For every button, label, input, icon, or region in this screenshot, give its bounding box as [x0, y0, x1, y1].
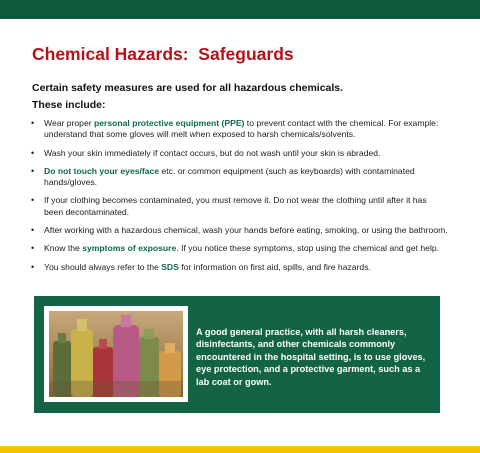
item-text: Know the: [44, 243, 83, 254]
intro-line-2: These include:: [32, 99, 106, 111]
item-highlight: SDS: [161, 261, 179, 272]
item-text: for information on first aid, spills, and fire hazards.: [178, 261, 371, 272]
bullet-icon: •: [31, 225, 35, 236]
safeguard-list: [28, 118, 448, 280]
bullet-icon: •: [31, 195, 35, 206]
footer-bar: [0, 446, 480, 453]
bullet-icon: •: [31, 261, 35, 272]
page-title: Chemical Hazards: Safeguards: [32, 44, 294, 64]
bullet-icon: •: [31, 243, 35, 254]
bullet-icon: •: [31, 118, 35, 128]
list-item: [28, 195, 448, 218]
bullet-icon: •: [31, 147, 35, 158]
list-item: [28, 166, 448, 189]
item-highlight: Do not touch your eyes/face: [44, 165, 160, 176]
item-text: If your clothing becomes contaminated, you must remove it. Do not wear the clothing until after it has been decontaminated.: [44, 195, 427, 217]
item-highlight: symptoms of exposure: [82, 243, 177, 254]
item-text: Wear proper: [44, 118, 94, 128]
cleaning-products-photo: [49, 311, 183, 397]
header-bar: [0, 0, 480, 19]
item-text: etc. or common equipment (such as keyboards) with contaminated hands/gloves.: [44, 165, 415, 188]
callout-box: [34, 296, 440, 413]
callout-text: A good general practice, with all harsh cleaners, disinfectants, and other chemicals commonly encountered in the hospital setting, is to use gloves, eye protection, and a protective garment, such as a lab coat or gown.: [196, 327, 426, 387]
list-item: [28, 243, 448, 254]
bullet-icon: •: [31, 165, 35, 176]
item-highlight: personal protective equipment (PPE): [94, 118, 245, 128]
intro-line-1: Certain safety measures are used for all hazardous chemicals.: [32, 82, 344, 94]
item-text: After working with a hazardous chemical, wash your hands before eating, smoking, or using the bathroom.: [44, 225, 448, 236]
item-text: Wash your skin immediately if contact occurs, but do not wash until your skin is abraded.: [44, 147, 381, 158]
list-item: [28, 262, 448, 273]
item-text: to prevent contact with the chemical. For example: understand that some gloves will melt when exposed to harsh chemicals/solvents.: [44, 118, 439, 140]
list-item: [28, 118, 448, 141]
list-item: [28, 225, 448, 236]
list-item: [28, 148, 448, 159]
photo-frame: [44, 306, 188, 402]
item-text: . If you notice these symptoms, stop using the chemical and get help.: [176, 243, 440, 254]
item-text: You should always refer to the: [44, 261, 162, 272]
